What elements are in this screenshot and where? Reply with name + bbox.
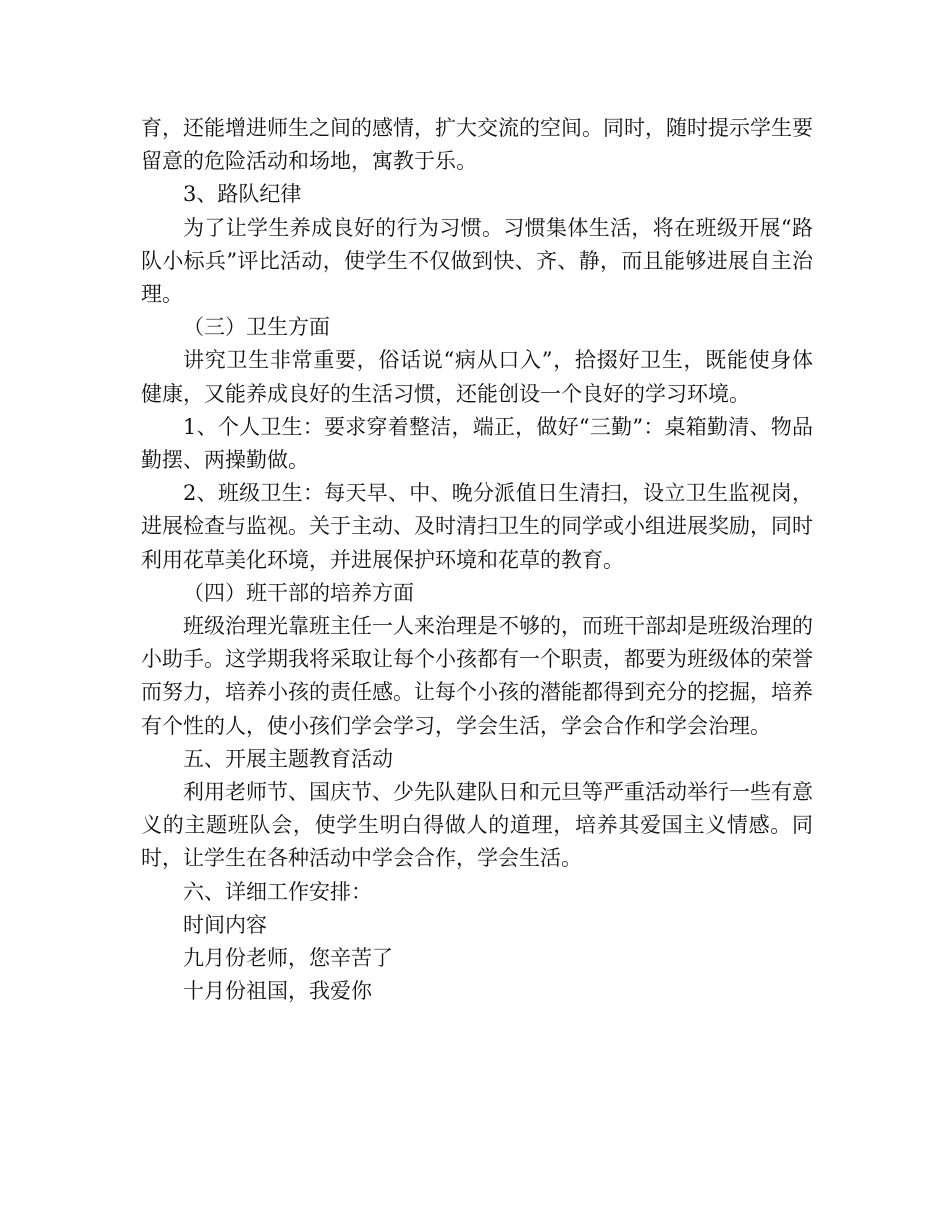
heading-theme-activities: 五、开展主题教育活动 — [183, 746, 393, 771]
paragraph-class-hygiene: 2、班级卫生：每天早、中、晚分派值日生清扫，设立卫生监视岗，进展检查与监视。关于主动、及时清扫卫生的同学或小组进展奖励，同时利用花草美化环境，并进展保护环境和花草的教育。 — [141, 481, 813, 572]
schedule-row-september: 九月份老师，您辛苦了 — [183, 946, 393, 971]
heading-work-schedule: 六、详细工作安排： — [183, 879, 372, 904]
schedule-header: 时间内容 — [183, 912, 267, 937]
heading-route-discipline: 3、路队纪律 — [183, 182, 302, 207]
heading-class-cadre: （四）班干部的培养方面 — [183, 580, 414, 605]
paragraph-continuation: 育，还能增进师生之间的感情，扩大交流的空间。同时，随时提示学生要留意的危险活动和场地，寓教于乐。 — [141, 116, 813, 174]
schedule-row-october: 十月份祖国，我爱你 — [183, 979, 372, 1004]
document-body — [141, 112, 813, 1008]
heading-hygiene: （三）卫生方面 — [183, 315, 330, 340]
paragraph-class-cadre: 班级治理光靠班主任一人来治理是不够的，而班干部却是班级治理的小助手。这学期我将采取让每个小孩都有一个职责，都要为班级体的荣誉而努力，培养小孩的责任感。让每个小孩的潜能都得到充分的挖掘，培养有个性的人，使小孩们学会学习，学会生活，学会合作和学会治理。 — [141, 614, 813, 738]
paragraph-hygiene-intro: 讲究卫生非常重要，俗话说“病从口入”，拾掇好卫生，既能使身体健康，又能养成良好的生活习惯，还能创设一个良好的学习环境。 — [141, 348, 813, 406]
paragraph-route-discipline: 为了让学生养成良好的行为习惯。习惯集体生活，将在班级开展“路队小标兵”评比活动，使学生不仅做到快、齐、静，而且能够进展自主治理。 — [141, 215, 813, 307]
paragraph-personal-hygiene: 1、个人卫生：要求穿着整洁，端正，做好“三勤”：桌箱勤清、物品勤摆、两操勤做。 — [141, 414, 813, 473]
paragraph-theme-activities: 利用老师节、国庆节、少先队建队日和元旦等严重活动举行一些有意义的主题班队会，使学生明白得做人的道理，培养其爱国主义情感。同时，让学生在各种活动中学会合作，学会生活。 — [141, 780, 813, 871]
